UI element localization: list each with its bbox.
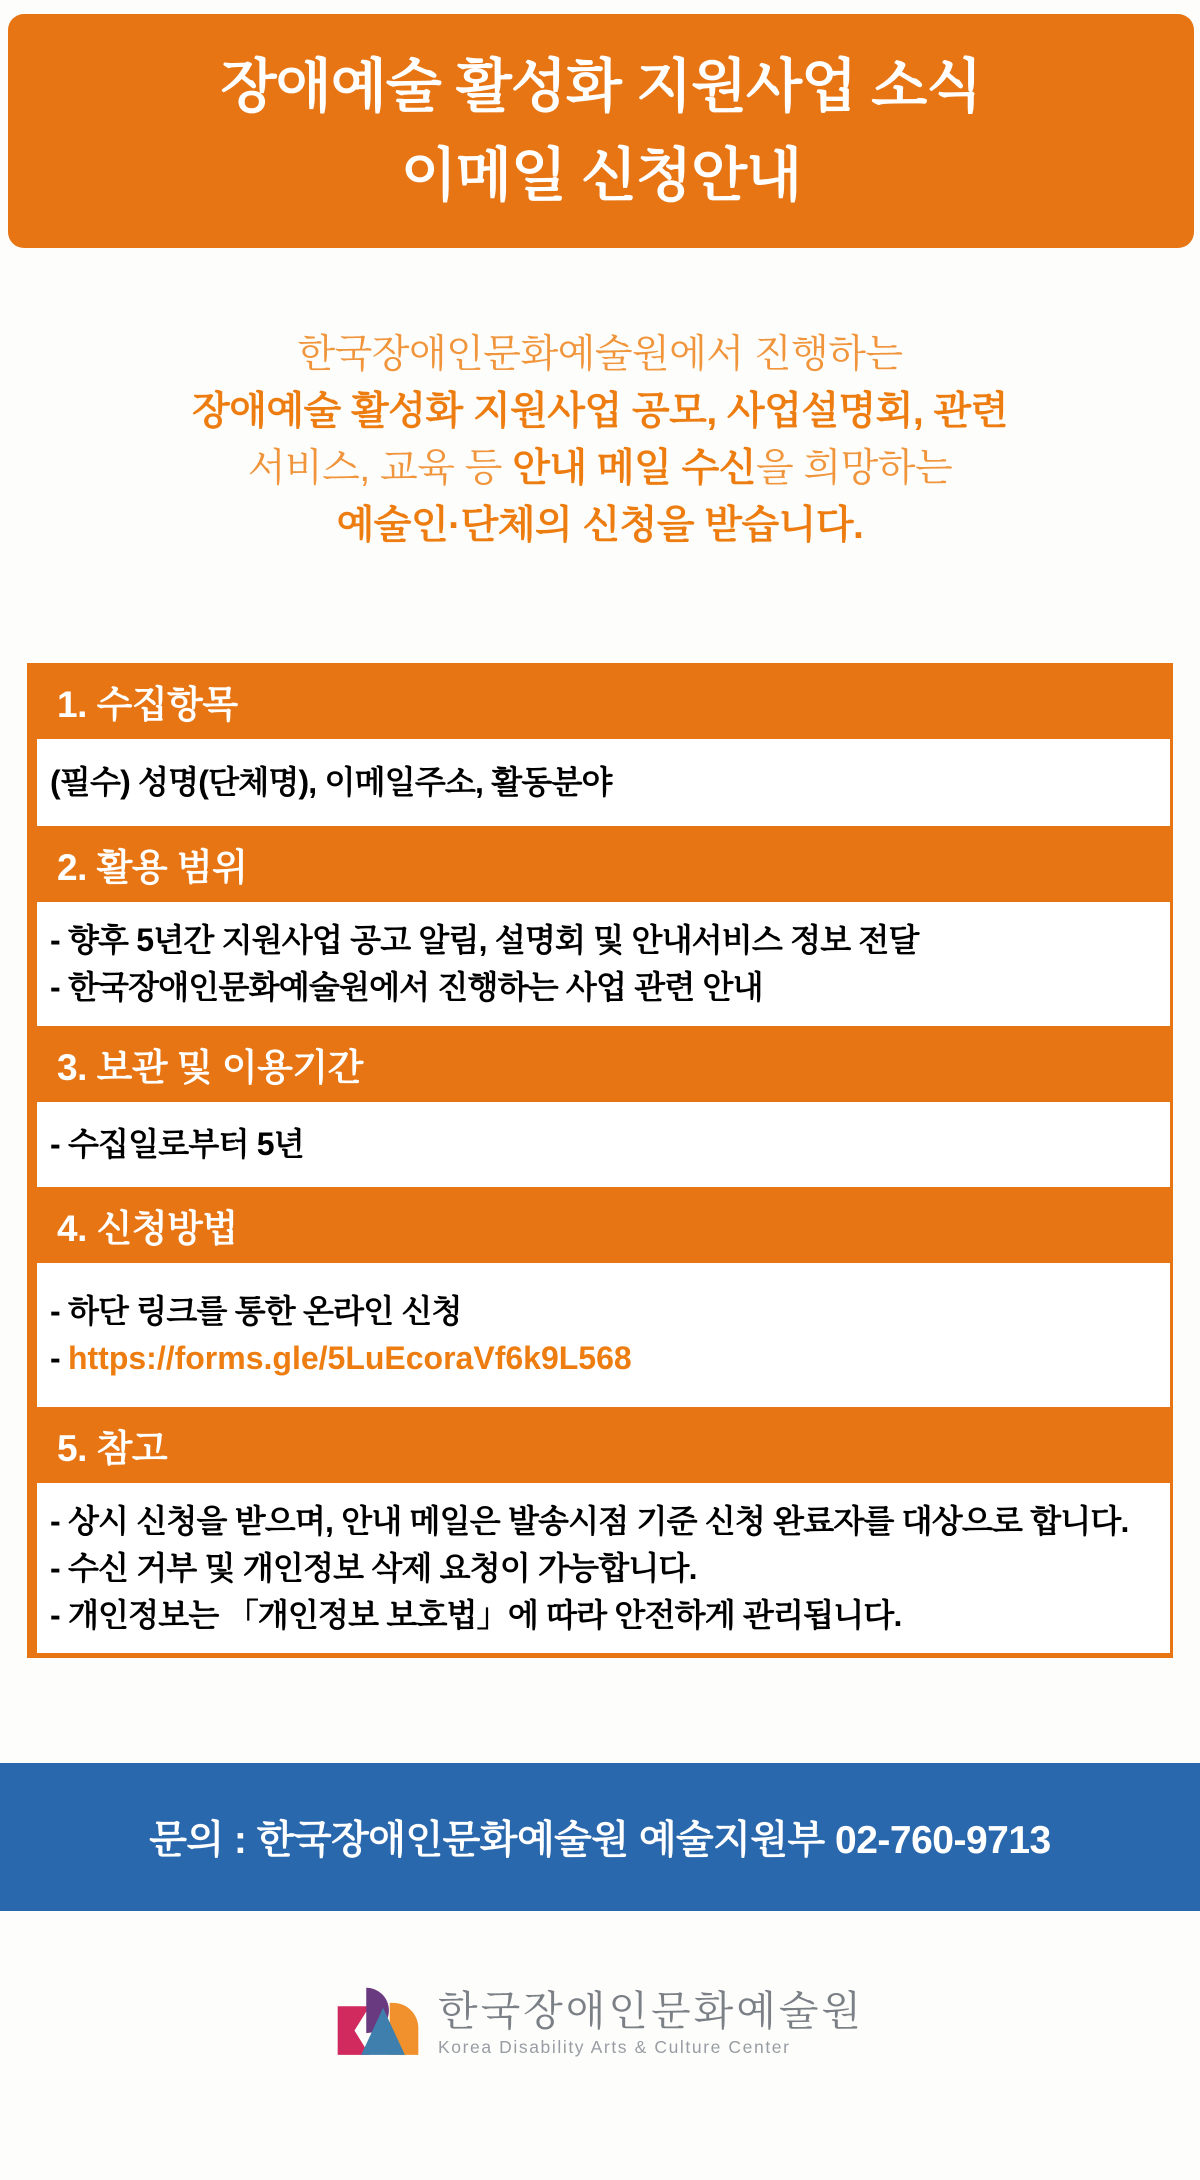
logo-text-block [438, 1988, 864, 2058]
section-5-line-3: - 개인정보는 「개인정보 보호법」에 따라 안전하게 관리됩니다. [50, 1596, 902, 1633]
section-4-line-1: - 하단 링크를 통한 온라인 신청 [50, 1293, 462, 1329]
intro-paragraph [0, 326, 1200, 554]
contact-bar [0, 1763, 1200, 1911]
section-2-body [37, 902, 1170, 1026]
intro-line-1: 한국장애인문화예술원에서 진행하는 [297, 333, 903, 376]
kdac-logo [0, 1978, 1200, 2068]
forms-link[interactable]: https://forms.gle/5LuEcoraVf6k9L568 [67, 1340, 632, 1376]
section-2-line-2: - 한국장애인문화예술원에서 진행하는 사업 관련 안내 [50, 969, 763, 1005]
section-4-link-line [50, 1335, 1160, 1382]
section-5-line-1: - 상시 신청을 받으며, 안내 메일은 발송시점 기준 신청 완료자를 대상으로 합니다. [50, 1502, 1129, 1539]
section-2-title: 2. 활용 범위 [57, 847, 248, 888]
intro-line-2: 장애예술 활성화 지원사업 공모, 사업설명회, 관련 [192, 390, 1008, 433]
header-banner [8, 14, 1194, 248]
section-4-body [37, 1263, 1170, 1407]
section-3-title: 3. 보관 및 이용기간 [57, 1047, 363, 1088]
section-4-title: 4. 신청방법 [57, 1208, 238, 1249]
section-1-body [37, 739, 1170, 826]
section-1-title: 1. 수집항목 [57, 684, 238, 725]
logo-korean-text: 한국장애인문화예술원 [437, 1988, 865, 2034]
section-5-body [37, 1483, 1170, 1653]
contact-text: 문의 : 한국장애인문화예술원 예술지원부 02-760-9713 [149, 1819, 1051, 1862]
page-title-line2: 이메일 신청안내 [400, 143, 802, 208]
section-3-body [37, 1102, 1170, 1187]
section-2-line-1: - 향후 5년간 지원사업 공고 알림, 설명회 및 안내서비스 정보 전달 [50, 922, 919, 958]
section-5-title: 5. 참고 [57, 1428, 168, 1469]
page-title-line1: 장애예술 활성화 지원사업 소식 [220, 54, 982, 119]
kdac-logo-icon [336, 1985, 420, 2061]
intro-line-4: 예술인·단체의 신청을 받습니다. [336, 504, 864, 547]
section-1-line-1: (필수) 성명(단체명), 이메일주소, 활동분야 [50, 764, 612, 800]
link-dash-prefix: - [50, 1340, 68, 1376]
info-sections [27, 663, 1173, 1658]
section-5-line-2: - 수신 거부 및 개인정보 삭제 요청이 가능합니다. [50, 1549, 697, 1586]
logo-english-text: Korea Disability Arts & Culture Center [437, 2037, 791, 2057]
section-3-line-1: - 수집일로부터 5년 [50, 1126, 304, 1162]
intro-line-3: 서비스, 교육 등 안내 메일 수신을 희망하는 [247, 447, 953, 490]
